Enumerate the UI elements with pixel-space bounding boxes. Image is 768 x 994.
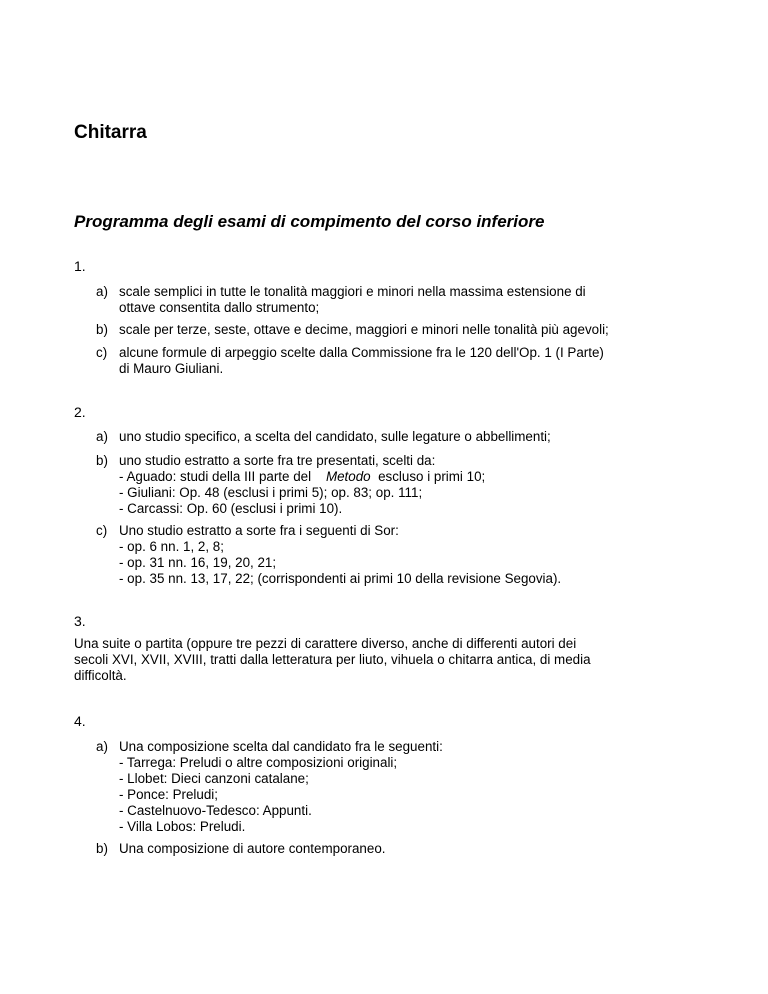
paragraph-line: Una suite o partita (oppure tre pezzi di carattere diverso, anche di differenti autori dei [74, 636, 577, 651]
item-text-line: uno studio estratto a sorte fra tre presentati, scelti da: [119, 453, 436, 468]
item-text-line: ottave consentita dallo strumento; [119, 300, 320, 315]
item-text-line: - op. 31 nn. 16, 19, 20, 21; [119, 555, 277, 570]
item-text-line: - Villa Lobos: Preludi. [119, 819, 246, 834]
section-3-number: 3. [74, 613, 86, 629]
item-label: b) [96, 841, 108, 856]
item-text-line: - op. 35 nn. 13, 17, 22; (corrispondenti ai primi 10 della revisione Segovia). [119, 571, 562, 586]
item-text-line: Uno studio estratto a sorte fra i seguenti di Sor: [119, 523, 399, 538]
item-label: c) [96, 523, 108, 538]
item-label: a) [96, 284, 108, 299]
section-3-paragraph [74, 636, 674, 684]
item-text-line: - Llobet: Dieci canzoni catalane; [119, 771, 309, 786]
item-text-line: - Carcassi: Op. 60 (esclusi i primi 10). [119, 501, 343, 516]
item-text-line: alcune formule di arpeggio scelte dalla Commissione fra le 120 dell'Op. 1 (I Parte) [119, 345, 604, 360]
item-text-line: Una composizione scelta dal candidato fra le seguenti: [119, 739, 443, 754]
page-title: Chitarra [74, 122, 147, 143]
item-text-line: uno studio specifico, a scelta del candidato, sulle legature o abbellimenti; [119, 429, 551, 444]
section-4-number: 4. [74, 713, 86, 729]
paragraph-line: secoli XVI, XVII, XVIII, tratti dalla letteratura per liuto, vihuela o chitarra antica, di media [74, 652, 591, 667]
section-1-number: 1. [74, 258, 86, 274]
item-text-line: - Ponce: Preludi; [119, 787, 218, 802]
item-text-line: - Castelnuovo-Tedesco: Appunti. [119, 803, 312, 818]
item-text-line: scale per terze, seste, ottave e decime, maggiori e minori nelle tonalità più agevoli; [119, 322, 609, 337]
text-segment: escluso i primi 10; [378, 469, 486, 484]
item-text-line: - Giuliani: Op. 48 (esclusi i primi 5); op. 83; op. 111; [119, 485, 423, 500]
emphasis-text: Metodo [325, 469, 371, 484]
section-2-number: 2. [74, 404, 86, 420]
item-text-line [119, 469, 659, 485]
item-text-line: - op. 6 nn. 1, 2, 8; [119, 539, 224, 554]
item-text-line: scale semplici in tutte le tonalità maggiori e minori nella massima estensione di [119, 284, 586, 299]
item-label: a) [96, 429, 108, 444]
page-subtitle: Programma degli esami di compimento del corso inferiore [74, 212, 545, 231]
text-segment: - Aguado: studi della III parte del [119, 469, 312, 484]
item-label: b) [96, 453, 108, 468]
item-label: c) [96, 345, 108, 360]
item-label: a) [96, 739, 108, 754]
item-text-line: - Tarrega: Preludi o altre composizioni originali; [119, 755, 398, 770]
paragraph-line: difficoltà. [74, 668, 127, 683]
item-label: b) [96, 322, 108, 337]
item-text-line: Una composizione di autore contemporaneo. [119, 841, 386, 856]
item-text-line: di Mauro Giuliani. [119, 361, 224, 376]
